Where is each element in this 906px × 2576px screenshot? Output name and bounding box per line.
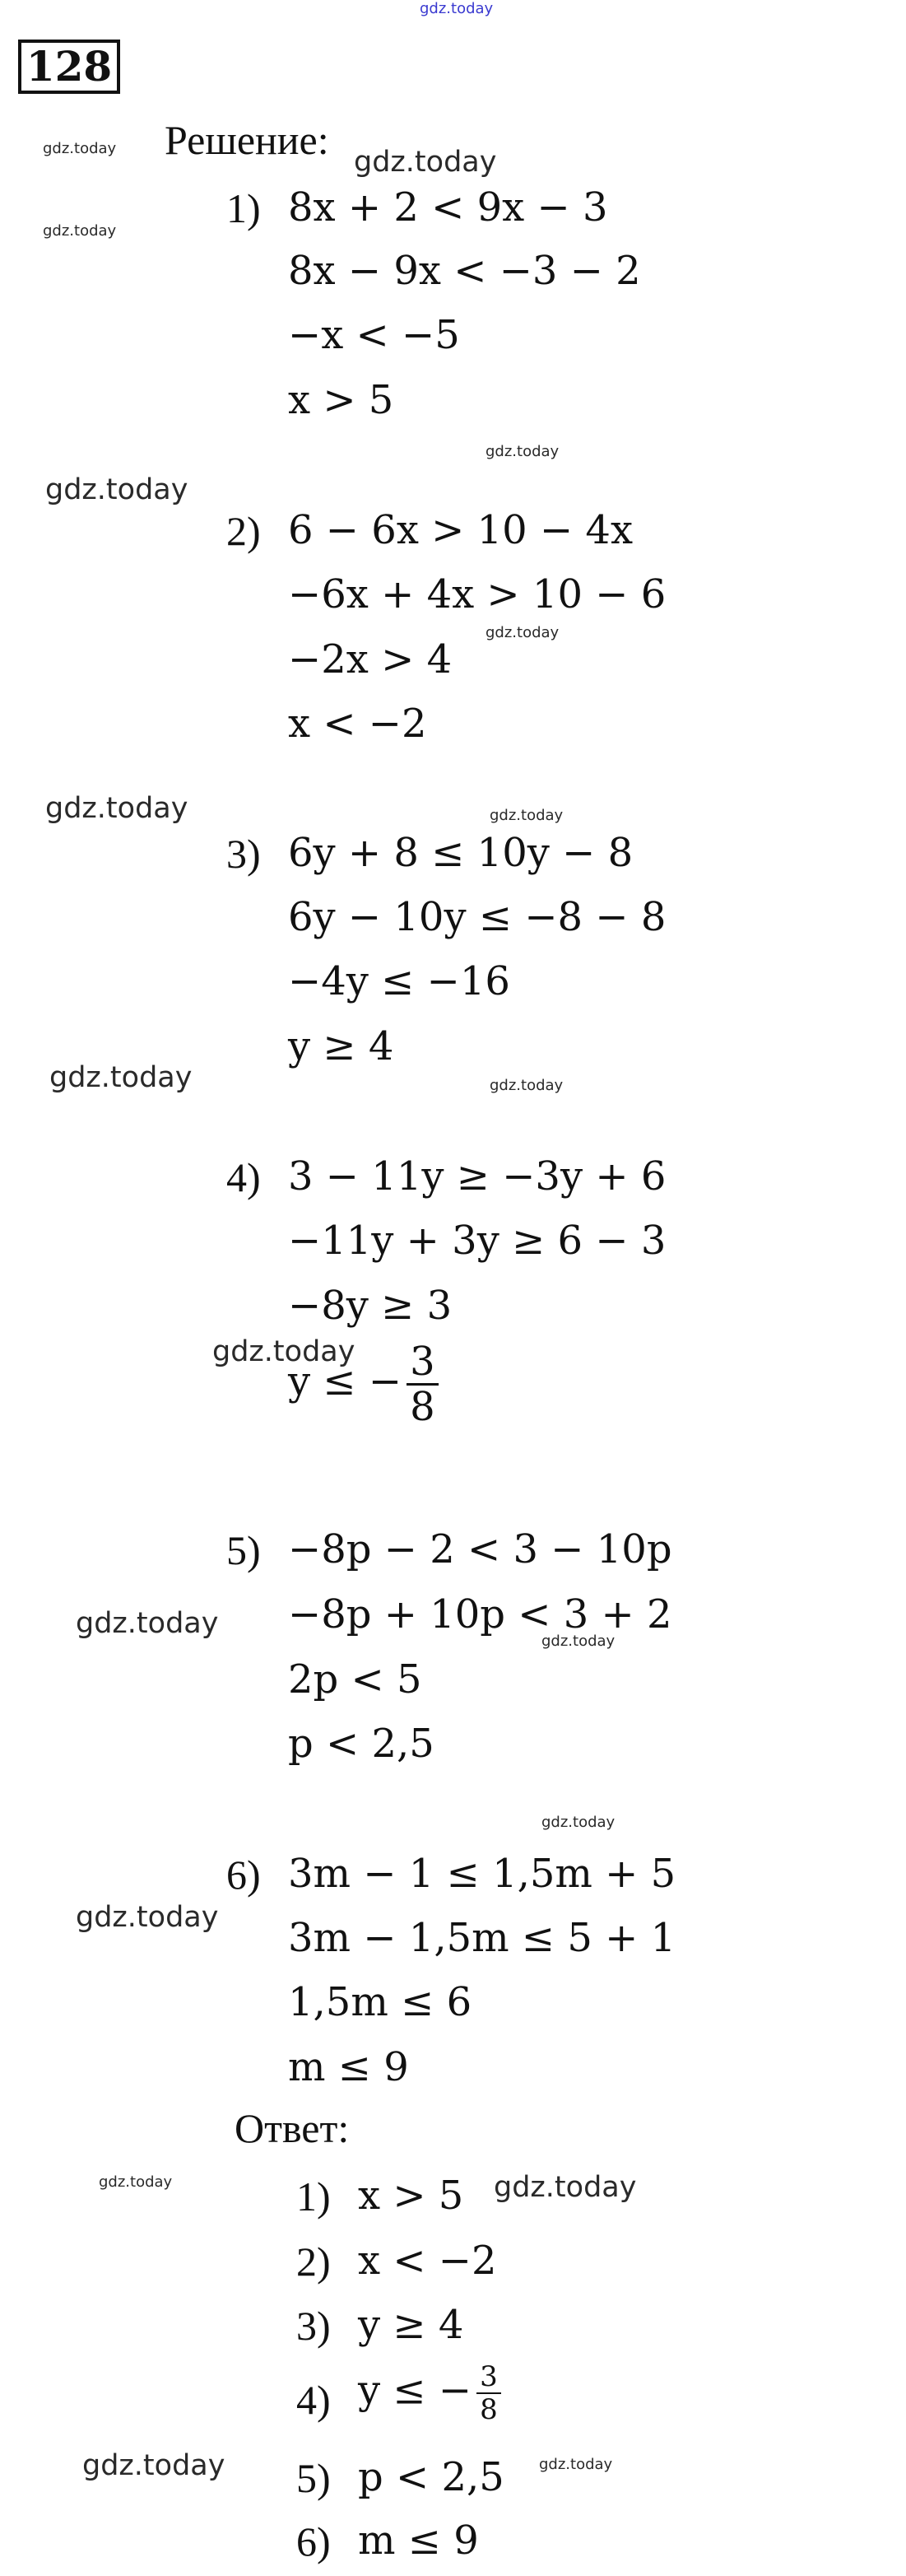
answer-value: x > 5 <box>358 2173 464 2219</box>
equation-line: x < −2 <box>288 701 427 747</box>
equation-line: −2x > 4 <box>288 636 453 682</box>
watermark: gdz.today <box>494 2171 637 2204</box>
watermark: gdz.today <box>490 807 564 824</box>
answer-label: 3) <box>296 2303 331 2349</box>
fraction-denominator: 8 <box>410 1384 435 1430</box>
equation-line: −8p − 2 < 3 − 10p <box>288 1526 672 1572</box>
equation-line: x > 5 <box>288 377 394 423</box>
equation-line: −11y + 3y ≥ 6 − 3 <box>288 1218 667 1264</box>
watermark: gdz.today <box>486 624 560 641</box>
answer-label: 6) <box>296 2518 331 2564</box>
fraction-prefix: y ≤ − <box>288 1358 402 1404</box>
equation-line: −6x + 4x > 10 − 6 <box>288 571 667 617</box>
part-label: 3) <box>226 831 261 877</box>
watermark: gdz.today <box>45 473 188 506</box>
answer-value: y ≥ 4 <box>358 2302 464 2348</box>
watermark: gdz.today <box>45 792 188 825</box>
watermark: gdz.today <box>49 1061 193 1094</box>
watermark: gdz.today <box>541 1633 616 1650</box>
watermark: gdz.today <box>82 2449 225 2482</box>
watermark: gdz.today <box>541 1814 616 1831</box>
watermark: gdz.today <box>212 1335 355 1368</box>
solution-heading: Решение: <box>165 117 329 163</box>
answer-heading: Ответ: <box>235 2105 350 2151</box>
fraction <box>476 2360 501 2426</box>
fraction-numerator: 3 <box>476 2363 501 2394</box>
answer-value: m ≤ 9 <box>358 2518 479 2564</box>
watermark: gdz.today <box>354 146 497 179</box>
watermark: gdz.today <box>539 2456 613 2473</box>
watermark: gdz.today <box>486 443 560 460</box>
equation-line: 8x − 9x < −3 − 2 <box>288 248 641 294</box>
watermark: gdz.today <box>99 2173 173 2191</box>
watermark: gdz.today <box>76 1607 219 1640</box>
answer-fraction-value <box>358 2360 501 2426</box>
equation-line: p < 2,5 <box>288 1721 434 1767</box>
equation-line: m ≤ 9 <box>288 2044 409 2090</box>
equation-line: y ≥ 4 <box>288 1023 394 1069</box>
equation-line: −4y ≤ −16 <box>288 958 510 1004</box>
fraction <box>407 1339 439 1430</box>
watermark: gdz.today <box>43 222 117 240</box>
equation-line: 6 − 6x > 10 − 4x <box>288 507 634 553</box>
fraction-prefix: y ≤ − <box>358 2367 472 2414</box>
watermark: gdz.today <box>490 1077 564 1094</box>
problem-number: 128 <box>18 40 120 94</box>
equation-line: 3m − 1,5m ≤ 5 + 1 <box>288 1915 676 1961</box>
equation-line: 3 − 11y ≥ −3y + 6 <box>288 1153 667 1199</box>
watermark: gdz.today <box>420 0 494 17</box>
equation-line: 6y + 8 ≤ 10y − 8 <box>288 830 634 876</box>
answer-value: p < 2,5 <box>358 2454 504 2500</box>
watermark: gdz.today <box>43 140 117 157</box>
part-label: 4) <box>226 1154 261 1200</box>
answer-label: 1) <box>296 2173 331 2220</box>
equation-line: 3m − 1 ≤ 1,5m + 5 <box>288 1851 676 1897</box>
equation-line: −8y ≥ 3 <box>288 1283 453 1329</box>
equation-line: −x < −5 <box>288 312 460 358</box>
watermark: gdz.today <box>76 1901 219 1934</box>
equation-line: 8x + 2 < 9x − 3 <box>288 184 608 231</box>
equation-line: 2p < 5 <box>288 1656 422 1703</box>
answer-label: 4) <box>296 2377 331 2423</box>
answer-label: 5) <box>296 2455 331 2501</box>
part-label: 2) <box>226 508 261 554</box>
part-label: 5) <box>226 1527 261 1573</box>
equation-line: −8p + 10p < 3 + 2 <box>288 1591 672 1637</box>
equation-line: 6y − 10y ≤ −8 − 8 <box>288 894 667 940</box>
part-label: 6) <box>226 1852 261 1898</box>
fraction-numerator: 3 <box>407 1342 439 1386</box>
equation-line: 1,5m ≤ 6 <box>288 1979 472 2025</box>
fraction-denominator: 8 <box>480 2393 498 2426</box>
answer-label: 2) <box>296 2238 331 2285</box>
part-label: 1) <box>226 185 261 231</box>
answer-value: x < −2 <box>358 2238 497 2284</box>
